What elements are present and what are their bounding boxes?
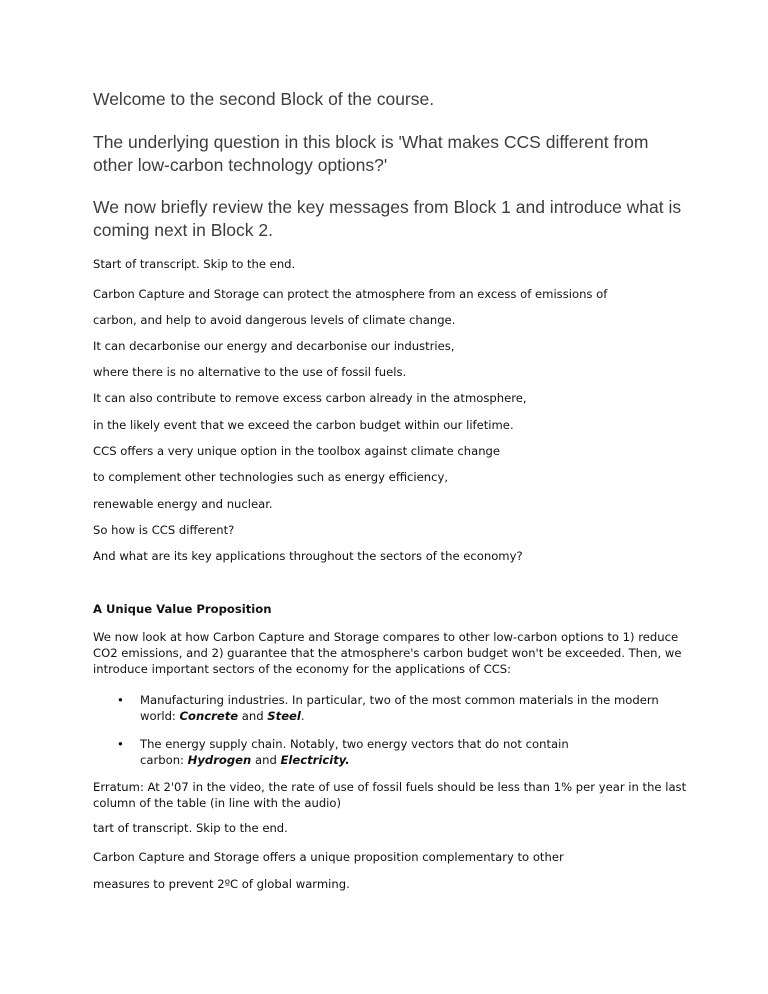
- bullet-suffix: .: [300, 709, 305, 723]
- transcript-line: It can decarbonise our energy and decarbonise our industries,: [93, 339, 455, 353]
- transcript-line: Start of transcript. Skip to the end.: [93, 257, 296, 271]
- section-intro: We now look at how Carbon Capture and Storage compares to other low-carbon options to 1) reduce CO2 emissions, and 2) guarantee that the atmosphere's carbon budget won't be exceeded. Then, we introduce important sectors of the economy for the applications of CCS:: [93, 630, 682, 676]
- term-hydrogen: Hydrogen: [187, 753, 252, 767]
- bullet-prefix: carbon:: [140, 753, 188, 767]
- bullet-item-industries: [140, 692, 680, 724]
- transcript-line: CCS offers a very unique option in the toolbox against climate change: [93, 444, 501, 458]
- transcript-line: carbon, and help to avoid dangerous levels of climate change.: [93, 313, 456, 327]
- transcript-line: where there is no alternative to the use of fossil fuels.: [93, 365, 407, 379]
- bullet-mid: and: [251, 753, 281, 767]
- transcript-line: Carbon Capture and Storage can protect the atmosphere from an excess of emissions of: [93, 287, 608, 301]
- term-electricity: Electricity.: [280, 753, 350, 767]
- bullet-text: The energy supply chain. Notably, two energy vectors that do not contain: [140, 737, 569, 751]
- transcript-line: tart of transcript. Skip to the end.: [93, 821, 288, 835]
- transcript-line: So how is CCS different?: [93, 523, 235, 537]
- transcript-line: It can also contribute to remove excess carbon already in the atmosphere,: [93, 391, 527, 405]
- question-heading: The underlying question in this block is 'What makes CCS different from other low-carbon technology options?': [93, 132, 649, 175]
- transcript-line: in the likely event that we exceed the carbon budget within our lifetime.: [93, 418, 514, 432]
- bullet-marker: •: [117, 737, 124, 751]
- transcript-line: to complement other technologies such as energy efficiency,: [93, 470, 449, 484]
- review-heading: We now briefly review the key messages from Block 1 and introduce what is coming next in Block 2.: [93, 197, 682, 240]
- erratum-note: Erratum: At 2'07 in the video, the rate of use of fossil fuels should be less than 1% per year in the last column of the table (in line with the audio): [93, 780, 687, 810]
- section-title: A Unique Value Proposition: [93, 602, 272, 616]
- term-concrete: Concrete: [179, 709, 239, 723]
- term-steel: Steel: [267, 709, 301, 723]
- bullet-text: Manufacturing industries. In particular, two of the most common materials in the modern: [140, 693, 659, 707]
- bullet-mid: and: [238, 709, 268, 723]
- transcript-line: And what are its key applications throughout the sectors of the economy?: [93, 549, 523, 563]
- bullet-item-energy: [140, 736, 680, 768]
- transcript-line: Carbon Capture and Storage offers a unique proposition complementary to other: [93, 850, 564, 864]
- welcome-heading: Welcome to the second Block of the course.: [93, 89, 435, 109]
- bullet-prefix: world:: [140, 709, 180, 723]
- transcript-line: renewable energy and nuclear.: [93, 497, 273, 511]
- bullet-marker: •: [117, 693, 124, 707]
- transcript-line: measures to prevent 2ºC of global warming.: [93, 877, 350, 891]
